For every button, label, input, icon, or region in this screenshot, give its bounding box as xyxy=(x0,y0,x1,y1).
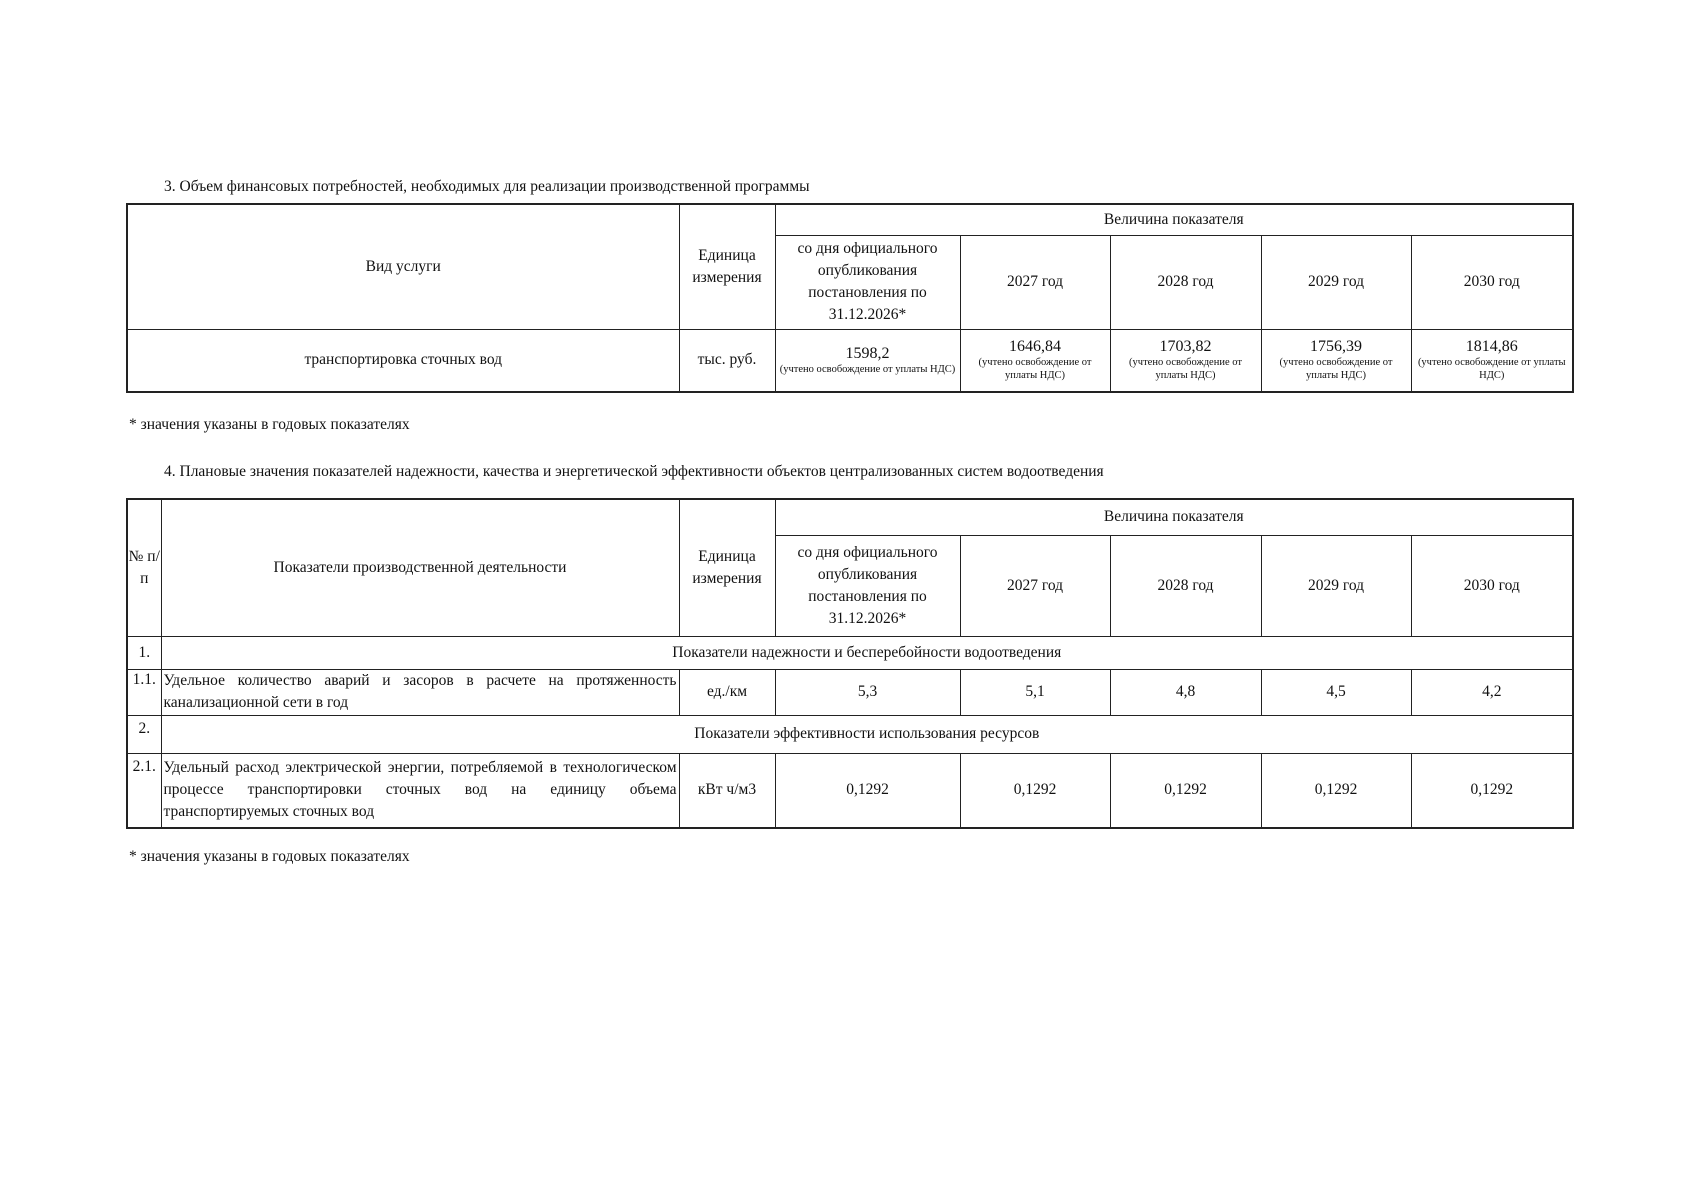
value-cell xyxy=(960,329,1110,392)
header-period-4: 2029 год xyxy=(1261,535,1411,636)
table-row xyxy=(127,753,1573,828)
value: 1703,82 xyxy=(1159,338,1212,356)
value-cell: 4,2 xyxy=(1411,669,1573,715)
header-period-5: 2030 год xyxy=(1411,235,1573,329)
group-title: Показатели эффективности использования ресурсов xyxy=(161,715,1573,753)
header-period-4: 2029 год xyxy=(1261,235,1411,329)
header-period-3: 2028 год xyxy=(1110,535,1261,636)
service-name: транспортировка сточных вод xyxy=(127,329,679,392)
vat-note: (учтено освобождение от уплаты НДС) xyxy=(978,357,1092,382)
table-row xyxy=(127,669,1573,715)
group-num: 1. xyxy=(127,636,161,669)
value-cell xyxy=(1411,329,1573,392)
header-period-5: 2030 год xyxy=(1411,535,1573,636)
value: 1598,2 xyxy=(845,344,890,362)
value-cell: 0,1292 xyxy=(775,753,960,828)
group-row xyxy=(127,715,1573,753)
value-cell: 5,3 xyxy=(775,669,960,715)
financial-needs-table xyxy=(126,203,1574,393)
indicators-table xyxy=(126,498,1574,829)
value-cell: 4,5 xyxy=(1261,669,1411,715)
vat-note: (учтено освобождение от уплаты НДС) xyxy=(1417,357,1566,382)
header-period-2: 2027 год xyxy=(960,235,1110,329)
header-indicator: Показатели производственной деятельности xyxy=(161,499,679,636)
header-period-1: со дня официального опубликования постановления по 31.12.2026* xyxy=(775,535,960,636)
service-unit: тыс. руб. xyxy=(679,329,775,392)
value: 1756,39 xyxy=(1310,338,1362,356)
value-cell: 5,1 xyxy=(960,669,1110,715)
value-cell: 0,1292 xyxy=(960,753,1110,828)
header-unit: Единица измерения xyxy=(679,204,775,329)
row-num: 1.1. xyxy=(127,669,161,715)
indicator-name: Удельное количество аварий и засоров в расчете на протяженность канализационной сети в год xyxy=(161,669,679,715)
header-value-group: Величина показателя xyxy=(775,204,1573,235)
indicator-unit: ед./км xyxy=(679,669,775,715)
section-3-heading: 3. Объем финансовых потребностей, необходимых для реализации производственной программы xyxy=(164,178,810,195)
indicator-name: Удельный расход электрической энергии, потребляемой в технологическом процессе транспортировки сточных вод на единицу объема транспортируемых сточных вод xyxy=(161,753,679,828)
section-4-heading: 4. Плановые значения показателей надежности, качества и энергетической эффективности объектов централизованных систем водоотведения xyxy=(164,463,1104,480)
value-cell xyxy=(775,329,960,392)
section-4-footnote: * значения указаны в годовых показателях xyxy=(129,848,410,865)
value: 1814,86 xyxy=(1465,338,1518,356)
group-row xyxy=(127,636,1573,669)
indicator-unit: кВт ч/м3 xyxy=(679,753,775,828)
header-unit: Единица измерения xyxy=(679,499,775,636)
header-service: Вид услуги xyxy=(127,204,679,329)
header-num: № п/п xyxy=(127,499,161,636)
vat-note: (учтено освобождение от уплаты НДС) xyxy=(779,363,956,375)
section-3-footnote: * значения указаны в годовых показателях xyxy=(129,416,410,433)
group-title: Показатели надежности и бесперебойности водоотведения xyxy=(161,636,1573,669)
header-value-group: Величина показателя xyxy=(775,499,1573,535)
vat-note: (учтено освобождение от уплаты НДС) xyxy=(1129,357,1242,382)
value-cell: 0,1292 xyxy=(1110,753,1261,828)
row-num: 2.1. xyxy=(127,753,161,828)
value-cell xyxy=(1110,329,1261,392)
group-num: 2. xyxy=(127,715,161,753)
value-cell: 0,1292 xyxy=(1411,753,1573,828)
header-period-2: 2027 год xyxy=(960,535,1110,636)
vat-note: (учтено освобождение от уплаты НДС) xyxy=(1279,357,1393,382)
header-period-1: со дня официального опубликования постановления по 31.12.2026* xyxy=(775,235,960,329)
header-period-3: 2028 год xyxy=(1110,235,1261,329)
table-row xyxy=(127,329,1573,392)
value-cell xyxy=(1261,329,1411,392)
value: 1646,84 xyxy=(1009,338,1061,356)
value-cell: 0,1292 xyxy=(1261,753,1411,828)
value-cell: 4,8 xyxy=(1110,669,1261,715)
